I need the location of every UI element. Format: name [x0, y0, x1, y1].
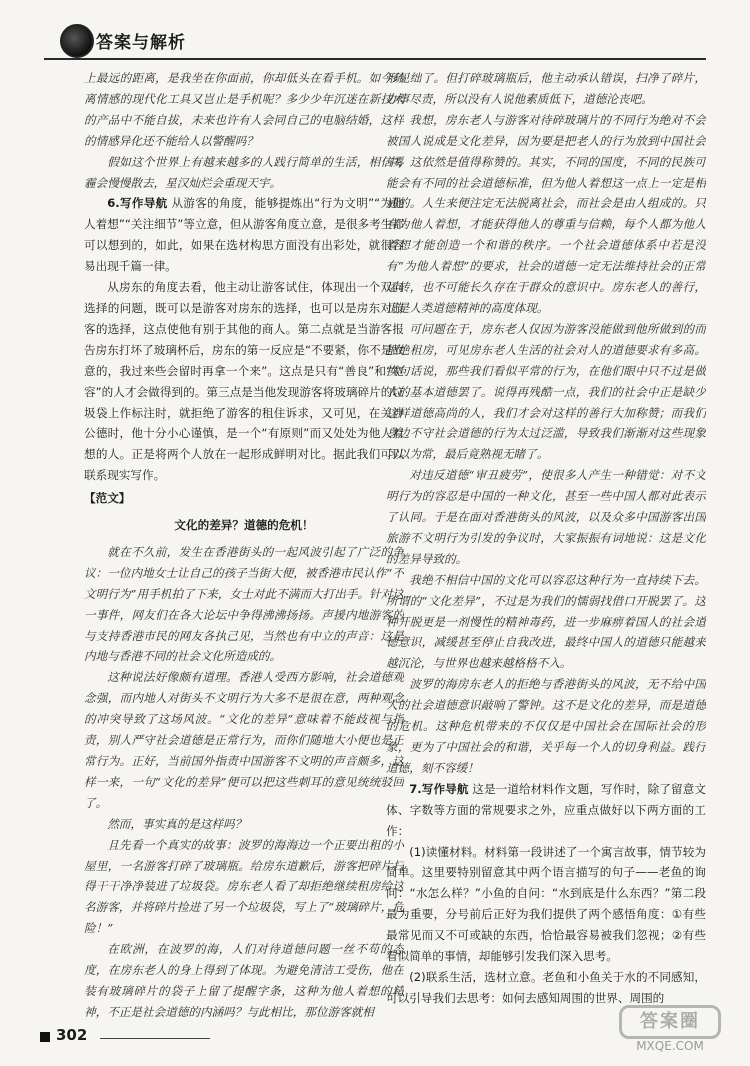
essay-paragraph: 我绝不相信中国的文化可以容忍这种行为一直持续下去。所谓的“文化差异”，不过是为我们的懦弱找借口开脱罢了。这种开脱更是一剂慢性的精神毒药，进一步麻痹着国人的社会道德意识，减缓甚至停止自我改进，最终中国人的道德只能越来越沉沦，与世界也越来越格格不入。: [386, 572, 706, 671]
watermark-badge: 答案圈: [619, 1005, 721, 1039]
book-logo-icon: [60, 24, 94, 58]
section-title: 答案与解析: [96, 33, 186, 53]
site-watermark: [600, 1005, 740, 1060]
essay-paragraph: 形见绌了。但打碎玻璃瓶后，他主动承认错误，扫净了碎片，办事尽责，所以没有人说他素质低下，道德沦丧吧。: [386, 71, 706, 106]
essay-paragraph: 在欧洲，在波罗的海，人们对待道德问题一丝不苟的态度，在房东老人的身上得到了体现。为避免清洁工受伤，他在装有玻璃碎片的袋子上留了提醒字条，这种为他人着想的精神，不正是社会道德的内涵吗？与此相比，那位游客就相: [84, 942, 404, 1019]
page-footer: [40, 1026, 340, 1052]
left-column: [84, 68, 404, 1028]
right-column: [386, 68, 706, 1028]
essay-paragraph: 这种说法好像颇有道理。香港人受西方影响，社会道德观念强，而内地人对街头不文明行为大多不是很在意，两种观念的冲突导致了这场风波。“文化的差异”意味着不能歧视与指责，别人严守社会道德是正常行为，而你们随地大小便也是正常行为。正好，当前国外指责中国游客不文明的声音颇多，这样一来，一句“文化的差异”便可以把这些刺耳的意见统统驳回了。: [84, 670, 404, 810]
paragraph: [84, 193, 404, 277]
page-header: [44, 18, 706, 58]
square-marker-icon: [40, 1032, 50, 1042]
essay-paragraph: 就在不久前，发生在香港街头的一起风波引起了广泛的争议：一位内地女士让自己的孩子当街大便，被香港市民认作“不文明行为”用手机拍了下来，女士对此不满而大打出手。针对这一事件，网友们在各大论坛中争得沸沸扬扬。声援内地游客的与支持香港市民的网友各执己见，当然也有中立的声音：这是内地与香港不同的社会文化所造成的。: [84, 544, 404, 664]
essay-paragraph: 我想，房东老人与游客对待碎玻璃片的不同行为绝对不会被国人说成是文化差异，因为要是把老人的行为放到中国社会中，这依然是值得称赞的。其实，不同的国度，不同的民族可能会有不同的社会道德标准，但为他人着想这一点上一定是相通的。人生来便注定无法脱离社会，而社会是由人组成的。只有为他人着想，才能获得他人的尊重与信赖，每个人都为他人着想才能创造一个和谐的秩序。一个社会道德体系中若是没有“为他人着想”的要求，社会的道德一定无法维持社会的正常运转，也不可能长久存在于群众的意识中。房东老人的善行，正是人类道德精神的高度体现。: [386, 112, 706, 315]
paragraph: 上最远的距离，是我坐在你面前，你却低头在看手机。如今疏离情感的现代化工具又岂止是手机呢？多少少年沉迷在新技术的产品中不能自拔，未来也许有人会同自己的电脑结婚，这样的情感异化还不能给人以警醒吗？: [84, 71, 404, 148]
paragraph: 从房东的角度去看，他主动让游客试住，体现出一个双向选择的问题，既可以是游客对房东的选择，也可以是房东对游客的选择，这点使他有别于其他的商人。第二点就是当游客报告房东打坏了玻璃杯后，房东的第一反应是“不要紧，你不是故意的，我过来些会留时再拿一个来”。这点是只有“善良”和“宽容”的人才会做得到的。第三点是当他发现游客将玻璃碎片的垃圾袋上作标注时，就拒绝了游客的租住诉求，又可见，在关涉公德时，他十分小心谨慎，是一个“有原则”而又处处为他人着想的人。正是将两个人放在一起形成鲜明对比。据此我们可以联系现实写作。: [84, 280, 404, 483]
essay-paragraph: 对违反道德“审丑疲劳”，使很多人产生一种错觉：对不文明行为的容忍是中国的一种文化，甚至一些中国人都对此表示了认同。于是在面对香港街头的风波，以及众多中国游客出国旅游不文明行为引发的争议时，大家振振有词地说：这是文化的差异导致的。: [386, 468, 706, 566]
paragraph: 假如这个世界上有越来越多的人践行简单的生活，相信雾霾会慢慢散去，星汉灿烂会重现天宇。: [84, 154, 404, 190]
page-number: 302: [56, 1026, 88, 1044]
essay-paragraph: 然而，事实真的是这样吗？: [107, 816, 247, 831]
sample-essay-tag: 【范文】: [84, 491, 131, 506]
guide-text: 这是一道给材料作文题，写作时，除了留意文体、字数等方面的常规要求之外，应重点做好以下两方面的工作：: [386, 781, 706, 838]
guide-text: 从游客的角度，能够提炼出“行为文明”“为他人着想”“关注细节”等立意，但从游客角度立意，是很多考生都可以想到的，如此，如果在选材构思方面没有出彩处，就很容易出现千篇一律。: [84, 196, 404, 274]
essay-paragraph: 可问题在于，房东老人仅因为游客没能做到他所做到的而拒绝租房，可见房东老人生活的社会对人的道德要求有多高。换句话说，那些我们看似平常的行为，在他们眼中只不过是做人的基本道德罢了。说得再残酷一点，我们的社会中正是缺少这样道德高尚的人，我们才会对这样的善行大加称赞；而我们身边不守社会道德的行为太过泛滥，导致我们渐渐对这些现象习以为常，最后竟熟视无睹了。: [386, 321, 706, 462]
watermark-site: MXQE.COM: [636, 1039, 704, 1053]
essay-title: 文化的差异？道德的危机！: [174, 518, 314, 533]
paragraph: [386, 779, 706, 842]
guide-label: 6.写作导航: [107, 196, 168, 211]
paragraph: (2)联系生活，选材立意。老鱼和小鱼关于水的不同感知，可以引导我们去思考：如何去感知周围的世界、周围的: [386, 969, 706, 1005]
essay-paragraph: 波罗的海房东老人的拒绝与香港街头的风波，无不给中国人的社会道德意识敲响了警钟。这不是文化的差异，而是道德的危机。这种危机带来的不仅仅是中国社会在国际社会的形象，更为了中国社会的和谐，关乎每一个人的切身利益。践行道德，刻不容缓！: [386, 677, 706, 775]
header-rule: [44, 58, 706, 60]
footer-rule: [100, 1038, 210, 1039]
guide-label: 7.写作导航: [409, 781, 469, 796]
paragraph: (1)读懂材料。材料第一段讲述了一个寓言故事，情节较为简单。这里要特别留意其中两个语言描写的句子——老鱼的询问：“水怎么样？”小鱼的自问：“水到底是什么东西？”第二段最为重要，分号前后正好为我们提供了两个感悟角度：①有些最常见而又不可或缺的东西，恰恰最容易被我们忽视；②有些看似简单的事情，却能够引发我们深入思考。: [386, 844, 706, 964]
essay-paragraph: 且先看一个真实的故事：波罗的海海边一个正要出租的小屋里，一名游客打碎了玻璃瓶。给房东道歉后，游客把碎片扫得干干净净装进了垃圾袋。房东老人看了却拒绝继续租房给这名游客，并将碎片捡进了另一个垃圾袋，写上了“玻璃碎片，危险！”: [84, 837, 404, 936]
